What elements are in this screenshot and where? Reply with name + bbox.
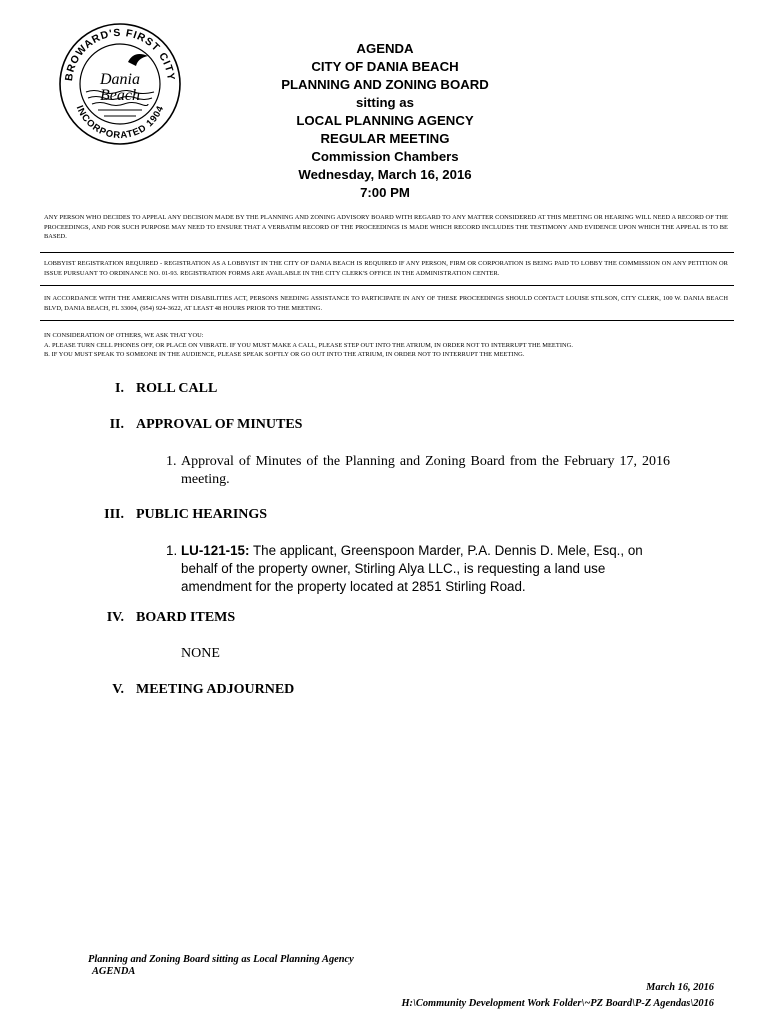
section-numeral: V. <box>112 682 124 697</box>
svg-text:BROWARD'S FIRST CITY: BROWARD'S FIRST CITY <box>62 26 178 82</box>
section-title-public-hearings: PUBLIC HEARINGS <box>136 507 268 522</box>
section-numeral: I. <box>115 381 124 396</box>
footer-title-line: AGENDA <box>92 966 136 977</box>
header-line: AGENDA <box>356 41 414 56</box>
footer-date: March 16, 2016 <box>646 982 714 993</box>
section-title-approval-of-minutes: APPROVAL OF MINUTES <box>136 417 303 432</box>
header-line: Wednesday, March 16, 2016 <box>298 167 472 182</box>
header-line: 7:00 PM <box>360 185 410 200</box>
appeal-notice: ANY PERSON WHO DECIDES TO APPEAL ANY DECISION MADE BY THE PLANNING AND ZONING ADVISORY BOARD WITH REGARD TO ANY MATTER CONSIDERED AT THIS MEETING OR HEARING WILL NEED A RECORD OF THE PROCEEDINGS, AND FOR SUCH PURPOSE MAY NEED TO ENSURE THAT A VERBATIM RECORD OF THE PROCEEDINGS IS MADE WHICH RECORD INCLUDES THE TESTIMONY AND EVIDENCE UPON WHICH THE APPEAL IS TO BE BASED. <box>44 214 728 241</box>
lobbyist-notice: LOBBYIST REGISTRATION REQUIRED - REGISTRATION AS A LOBBYIST IN THE CITY OF DANIA BEACH IS REQUIRED IF ANY PERSON, FIRM OR CORPORATION IS BEING PAID TO LOBBY THE COMMISSION ON ANY PETITION OR ISSUE PURSUANT TO ORDINANCE NO. 01-93. REGISTRATION FORMS ARE AVAILABLE IN THE CITY CLERK'S OFFICE IN THE ADMINISTRATION CENTER. <box>44 260 728 277</box>
consideration-intro: IN CONSIDERATION OF OTHERS, WE ASK THAT YOU: <box>44 332 204 339</box>
hearing-item-body <box>181 542 666 596</box>
consideration-item-a: A. PLEASE TURN CELL PHONES OFF, OR PLACE ON VIBRATE. IF YOU MUST MAKE A CALL, PLEASE STEP OUT INTO THE ATRIUM, IN ORDER NOT TO INTERRUPT THE MEETING. <box>44 341 573 349</box>
ada-notice: IN ACCORDANCE WITH THE AMERICANS WITH DISABILITIES ACT, PERSONS NEEDING ASSISTANCE TO PARTICIPATE IN ANY OF THESE PROCEEDINGS SHOULD CONTACT LOUISE STILSON, CITY CLERK, 100 W. DANIA BEACH BLVD, DANIA BEACH, FL 33004, (954) 924-3622, AT LEAST 48 HOURS PRIOR TO THE MEETING. <box>44 295 728 312</box>
footer-meta <box>401 980 714 1012</box>
divider <box>40 320 734 321</box>
section-numeral: II. <box>109 417 124 432</box>
minutes-item-text: Approval of Minutes of the Planning and Zoning Board from the February 17, 2016 meeting. <box>181 454 670 487</box>
header-line: sitting as <box>356 95 414 110</box>
consideration-item-b: B. IF YOU MUST SPEAK TO SOMEONE IN THE AUDIENCE, PLEASE SPEAK SOFTLY OR GO OUT INTO THE ATRIUM, IN ORDER NOT TO INTERRUPT THE MEETING. <box>44 351 525 359</box>
header-line: LOCAL PLANNING AGENCY <box>296 113 474 128</box>
header-line: PLANNING AND ZONING BOARD <box>281 77 489 92</box>
header-line: Commission Chambers <box>311 149 459 164</box>
section-numeral: III. <box>104 507 124 522</box>
section-numeral: IV. <box>106 610 124 625</box>
header-line: CITY OF DANIA BEACH <box>311 59 459 74</box>
hearing-item <box>166 542 666 596</box>
consideration-notice <box>44 331 728 360</box>
city-seal-logo <box>58 22 182 146</box>
board-items-none: NONE <box>181 646 220 661</box>
footer-file-path: H:\Community Development Work Folder\~PZ Board\P-Z Agendas\2016 <box>401 998 714 1009</box>
svg-text:Dania: Dania <box>100 71 140 88</box>
svg-text:INCORPORATED 1904: INCORPORATED 1904 <box>73 103 167 142</box>
item-number: 1. <box>166 454 177 469</box>
divider <box>40 285 734 286</box>
hearing-item-text: The applicant, Greenspoon Marder, P.A. Dennis D. Mele, Esq., on behalf of the property owner, Stirling Alya LLC., is requesting a land use amendment for the property located at 2851 Stirling Road. <box>181 543 643 594</box>
divider <box>40 252 734 253</box>
section-title-board-items: BOARD ITEMS <box>136 610 236 625</box>
agenda-header <box>220 40 550 202</box>
minutes-item <box>166 453 670 489</box>
section-title-meeting-adjourned: MEETING ADJOURNED <box>136 682 295 697</box>
hearing-item-code: LU-121-15: <box>181 543 250 558</box>
footer-title-line: Planning and Zoning Board sitting as Local Planning Agency <box>88 954 354 965</box>
item-number: 1. <box>166 543 178 558</box>
svg-text:Beach: Beach <box>100 87 140 104</box>
section-title-roll-call: ROLL CALL <box>136 381 218 396</box>
header-line: REGULAR MEETING <box>320 131 450 146</box>
footer-title <box>88 954 354 978</box>
